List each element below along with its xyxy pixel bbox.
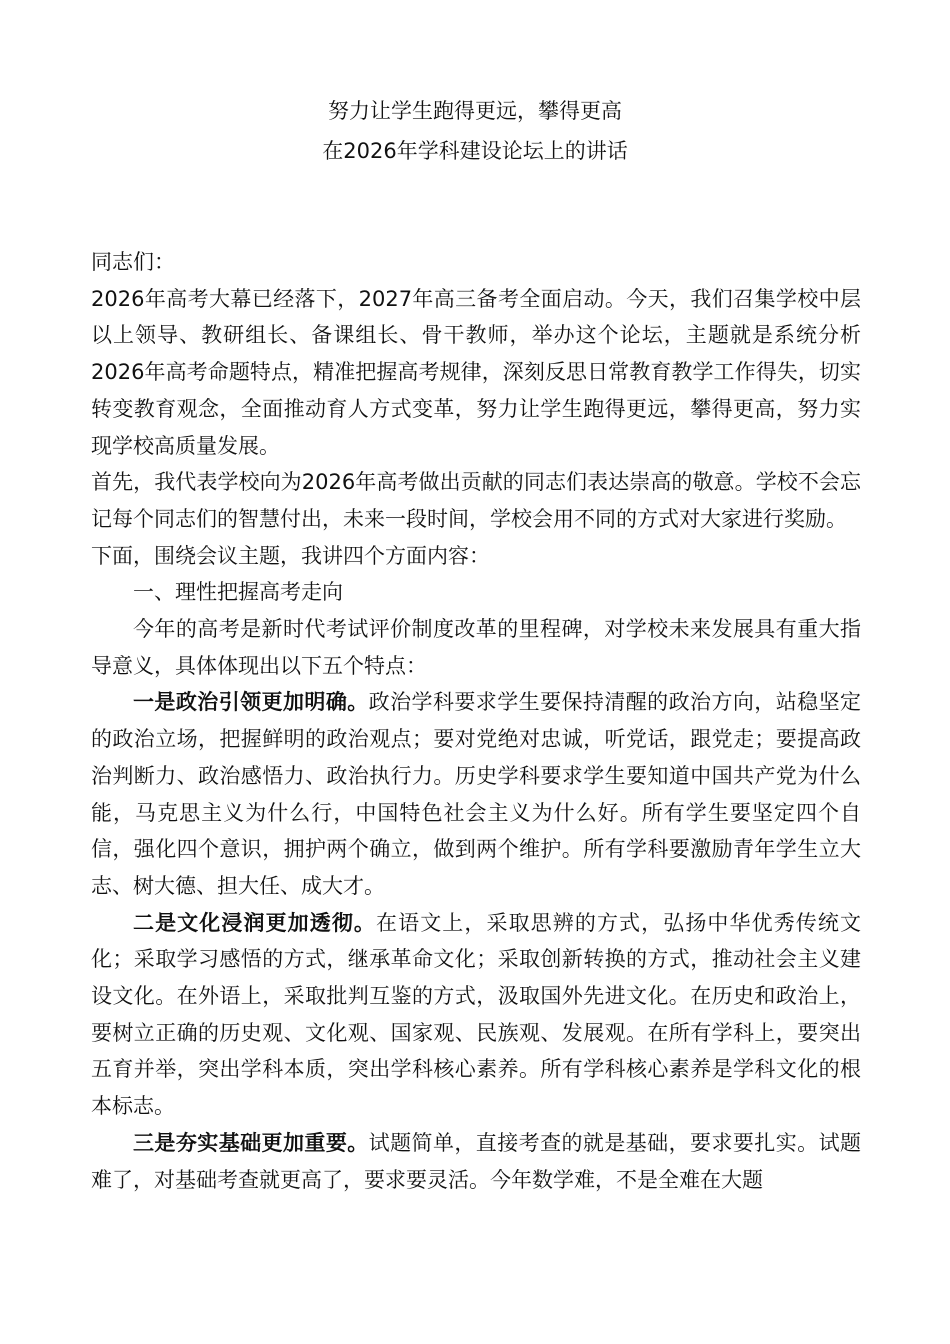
- point-2-lead: 二是文化浸润更加透彻。: [133, 910, 377, 935]
- document-subtitle: 在2026年学科建设论坛上的讲话: [322, 139, 628, 163]
- document-body: [91, 244, 861, 1198]
- point-3-text: 试题简单，直接考查的就是基础，要求要扎实。试题难了，对基础考查就更高了，要求要灵活。今年数学难，不是全难在大题: [91, 1130, 862, 1192]
- point-1-lead: 一是政治引领更加明确。: [133, 690, 369, 715]
- paragraph-intro: 今年的高考是新时代考试评价制度改革的里程碑，对学校未来发展具有重大指导意义，具体体现出以下五个特点：: [91, 617, 861, 678]
- document-title: 努力让学生跑得更远，攀得更高: [328, 99, 622, 123]
- point-3-lead: 三是夯实基础更加重要。: [133, 1130, 369, 1155]
- point-2: [91, 905, 861, 1125]
- paragraph-thanks: 首先，我代表学校向为2026年高考做出贡献的同志们表达崇高的敬意。学校不会忘记每个同志们的智慧付出，未来一段时间，学校会用不同的方式对大家进行奖励。: [91, 470, 861, 531]
- greeting: 同志们：: [91, 250, 175, 274]
- section-heading: 一、理性把握高考走向: [133, 580, 343, 605]
- point-1-text: 政治学科要求学生要保持清醒的政治方向，站稳坚定的政治立场，把握鲜明的政治观点；要对党绝对忠诚，听党话，跟党走；要提高政治判断力、政治感悟力、政治执行力。历史学科要求学生要知道中国共产党为什么能，马克思主义为什么行，中国特色社会主义为什么好。所有学生要坚定四个自信，强化四个意识，拥护两个确立，做到两个维护。所有学科要激励青年学生立大志、树大德、担大任、成大才。: [91, 690, 862, 898]
- paragraph-opening: 2026年高考大幕已经落下，2027年高三备考全面启动。今天，我们召集学校中层以上领导、教研组长、备课组长、骨干教师，举办这个论坛，主题就是系统分析2026年高考命题特点，精准把握高考规律，深刻反思日常教育教学工作得失，切实转变教育观念，全面推动育人方式变革，努力让学生跑得更远，攀得更高，努力实现学校高质量发展。: [91, 286, 861, 458]
- point-2-text: 在语文上，采取思辨的方式，弘扬中华优秀传统文化；采取学习感悟的方式，继承革命文化；采取创新转换的方式，推动社会主义建设文化。在外语上，采取批判互鉴的方式，汲取国外先进文化。在历史和政治上，要树立正确的历史观、文化观、国家观、民族观、发展观。在所有学科上，要突出五育并举，突出学科本质，突出学科核心素养。所有学科核心素养是学科文化的根本标志。: [91, 910, 861, 1119]
- point-1: [91, 684, 861, 904]
- paragraph-outline: 下面，围绕会议主题，我讲四个方面内容：: [91, 543, 490, 568]
- point-3: [91, 1125, 861, 1198]
